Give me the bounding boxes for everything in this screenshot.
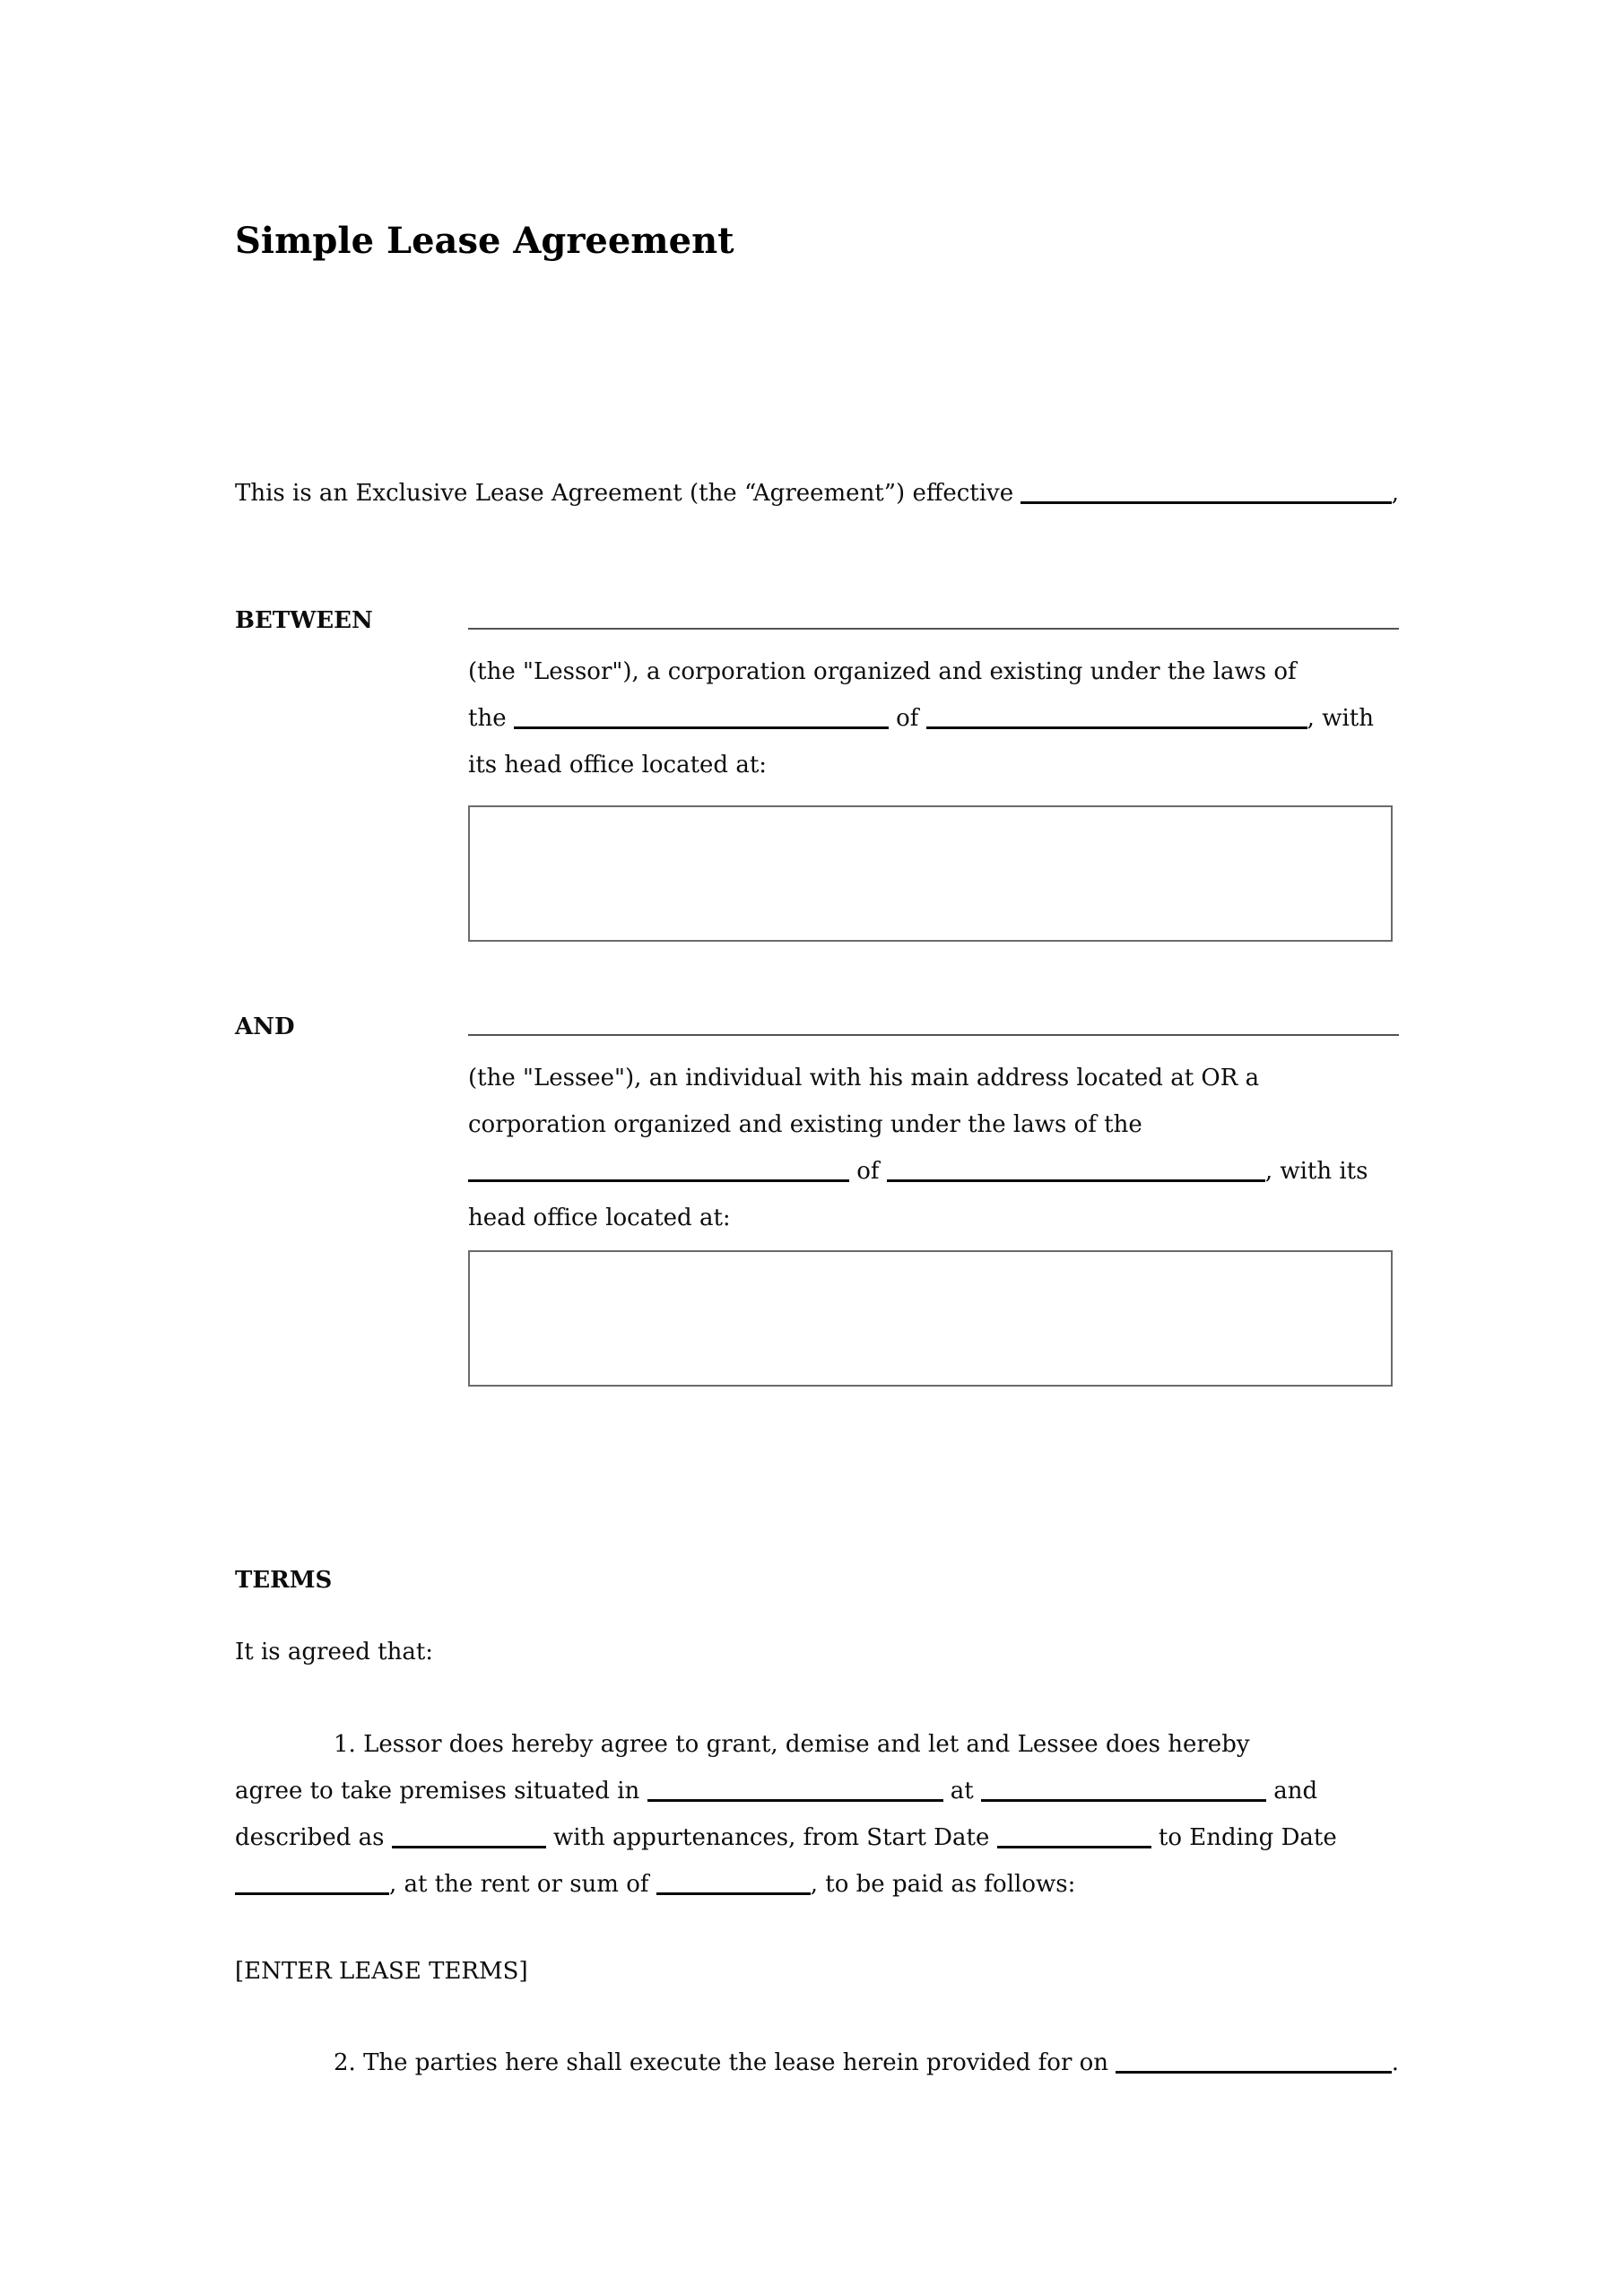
terms-intro: It is agreed that: xyxy=(235,1639,434,1665)
lessee-block xyxy=(468,1055,1399,1241)
lessor-office-line: its head office located at: xyxy=(468,752,768,778)
lessee-jurisdiction-suffix: , with its xyxy=(1264,1158,1368,1185)
item1-described-pre: described as xyxy=(235,1824,392,1851)
lessee-intro-line: (the "Lessee"), an individual with his main address located at OR a xyxy=(468,1065,1260,1091)
start-date-blank[interactable] xyxy=(997,1831,1151,1848)
lessor-jurisdiction-of: of xyxy=(888,705,926,732)
lessee-name-field-line[interactable] xyxy=(468,1023,1399,1036)
lessor-intro-line: (the "Lessor"), a corporation organized and existing under the laws of xyxy=(468,658,1297,685)
item1-at-text: at xyxy=(942,1778,982,1805)
premises-location-blank[interactable] xyxy=(647,1785,943,1802)
terms-heading: TERMS xyxy=(235,1567,333,1594)
intro-text: This is an Exclusive Lease Agreement (the “Agreement”) effective xyxy=(235,480,1021,507)
document-title: Simple Lease Agreement xyxy=(235,220,734,262)
effective-date-blank[interactable] xyxy=(1020,487,1391,504)
lessor-jurisdiction-line xyxy=(468,695,1399,742)
lessor-block xyxy=(468,648,1399,788)
lessee-jurisdiction-of: of xyxy=(849,1158,887,1185)
item1-line1: 1. Lessor does hereby agree to grant, demise and let and Lessee does hereby xyxy=(334,1731,1250,1758)
item1-situated-pre: agree to take premises situated in xyxy=(235,1778,647,1805)
item1-rent-text: , at the rent or sum of xyxy=(389,1871,656,1898)
execution-date-blank[interactable] xyxy=(1116,2057,1391,2074)
and-label: AND xyxy=(235,1013,295,1040)
item1-ending-text: to Ending Date xyxy=(1151,1824,1337,1851)
lessee-laws-line: corporation organized and existing under the laws of the xyxy=(468,1111,1142,1138)
lessor-jurisdiction-suffix: , with xyxy=(1307,705,1374,732)
item1-follows-text: , to be paid as follows: xyxy=(810,1871,1076,1898)
lessee-country-blank[interactable] xyxy=(887,1165,1265,1182)
item1-appurtenances-text: with appurtenances, from Start Date xyxy=(545,1824,997,1851)
lessor-state-blank[interactable] xyxy=(514,712,889,729)
lessor-jurisdiction-pre: the xyxy=(468,705,514,732)
between-row xyxy=(235,597,1399,644)
item2-text: 2. The parties here shall execute the lease herein provided for on xyxy=(334,2049,1116,2076)
and-row xyxy=(235,1004,1399,1050)
intro-line xyxy=(235,470,1399,517)
item1-line2 xyxy=(235,1768,1399,1814)
item2-period: . xyxy=(1391,2049,1399,2076)
lessee-jurisdiction-line xyxy=(468,1148,1399,1195)
lessor-country-blank[interactable] xyxy=(926,712,1307,729)
rent-sum-blank[interactable] xyxy=(656,1878,811,1895)
lessee-state-blank[interactable] xyxy=(468,1165,849,1182)
between-label: BETWEEN xyxy=(235,607,373,634)
enter-lease-terms-placeholder: [ENTER LEASE TERMS] xyxy=(235,1958,528,1985)
lessee-address-box[interactable] xyxy=(468,1250,1393,1387)
term-item-2 xyxy=(235,2039,1399,2086)
ending-date-blank[interactable] xyxy=(235,1878,389,1895)
lessor-name-field-line[interactable] xyxy=(468,617,1399,630)
lessee-office-line: head office located at: xyxy=(468,1205,731,1231)
item1-and-text: and xyxy=(1266,1778,1318,1805)
described-as-blank[interactable] xyxy=(392,1831,546,1848)
premises-at-blank[interactable] xyxy=(981,1785,1266,1802)
item1-line4 xyxy=(235,1861,1399,1908)
term-item-1 xyxy=(235,1721,1399,1908)
item1-line3 xyxy=(235,1814,1399,1861)
intro-comma: , xyxy=(1391,480,1399,507)
lessor-address-box[interactable] xyxy=(468,805,1393,942)
